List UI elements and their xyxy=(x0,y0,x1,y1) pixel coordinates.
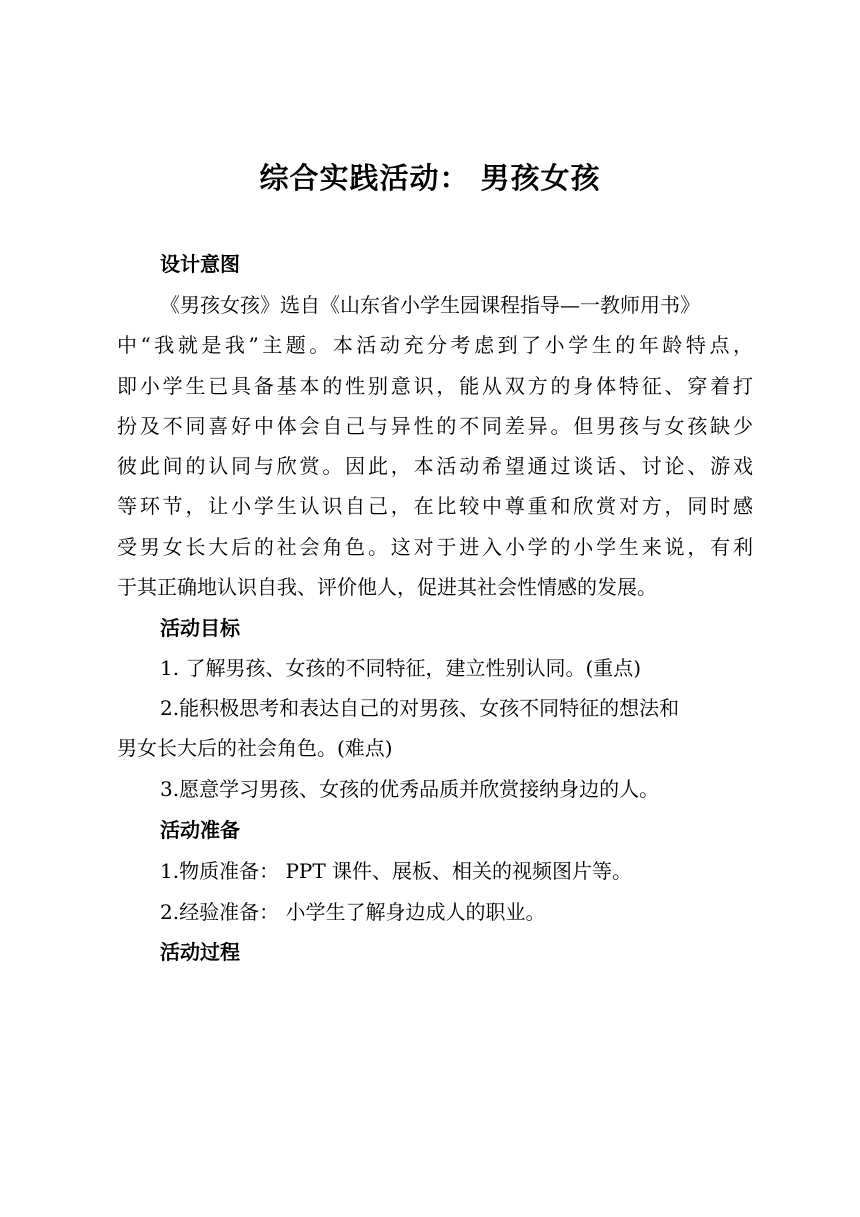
prep-item: 1.物质准备： PPT 课件、展板、相关的视频图片等。 xyxy=(160,859,633,883)
design-paragraph-line: 等环节，让小学生认识自己，在比较中尊重和欣赏对方，同时感 xyxy=(117,494,753,518)
section-heading-prep: 活动准备 xyxy=(160,818,240,842)
design-paragraph-line: 受男女长大后的社会角色。这对于进入小学的小学生来说，有利 xyxy=(117,535,753,559)
goal-item: 2.能积极思考和表达自己的对男孩、女孩不同特征的想法和 xyxy=(160,696,680,720)
design-paragraph-line: 即小学生已具备基本的性别意识，能从双方的身体特征、穿着打 xyxy=(117,374,753,398)
design-paragraph-line: 《男孩女孩》选自《山东省小学生园课程指导—一教师用书》 xyxy=(160,293,700,317)
section-heading-design: 设计意图 xyxy=(160,252,240,276)
goal-item: 3.愿意学习男孩、女孩的优秀品质并欣赏接纳身边的人。 xyxy=(160,777,660,801)
goal-item: 1. 了解男孩、女孩的不同特征，建立性别认同。(重点) xyxy=(160,656,642,680)
design-paragraph-line: 扮及不同喜好中体会自己与异性的不同差异。但男孩与女孩缺少 xyxy=(117,414,753,438)
design-paragraph-line: 彼此间的认同与欣赏。因此，本活动希望通过谈话、讨论、游戏 xyxy=(117,454,753,478)
page-title: 综合实践活动： 男孩女孩 xyxy=(259,161,601,195)
section-heading-process: 活动过程 xyxy=(160,940,240,964)
goal-item-continuation: 男女长大后的社会角色。(难点) xyxy=(117,736,393,760)
section-heading-goals: 活动目标 xyxy=(160,616,240,640)
design-paragraph-line: 于其正确地认识自我、评价他人，促进其社会性情感的发展。 xyxy=(117,575,657,599)
design-paragraph-line: 中“我就是我”主题。本活动充分考虑到了小学生的年龄特点， xyxy=(117,333,753,357)
prep-item: 2.经验准备： 小学生了解身边成人的职业。 xyxy=(160,900,546,924)
